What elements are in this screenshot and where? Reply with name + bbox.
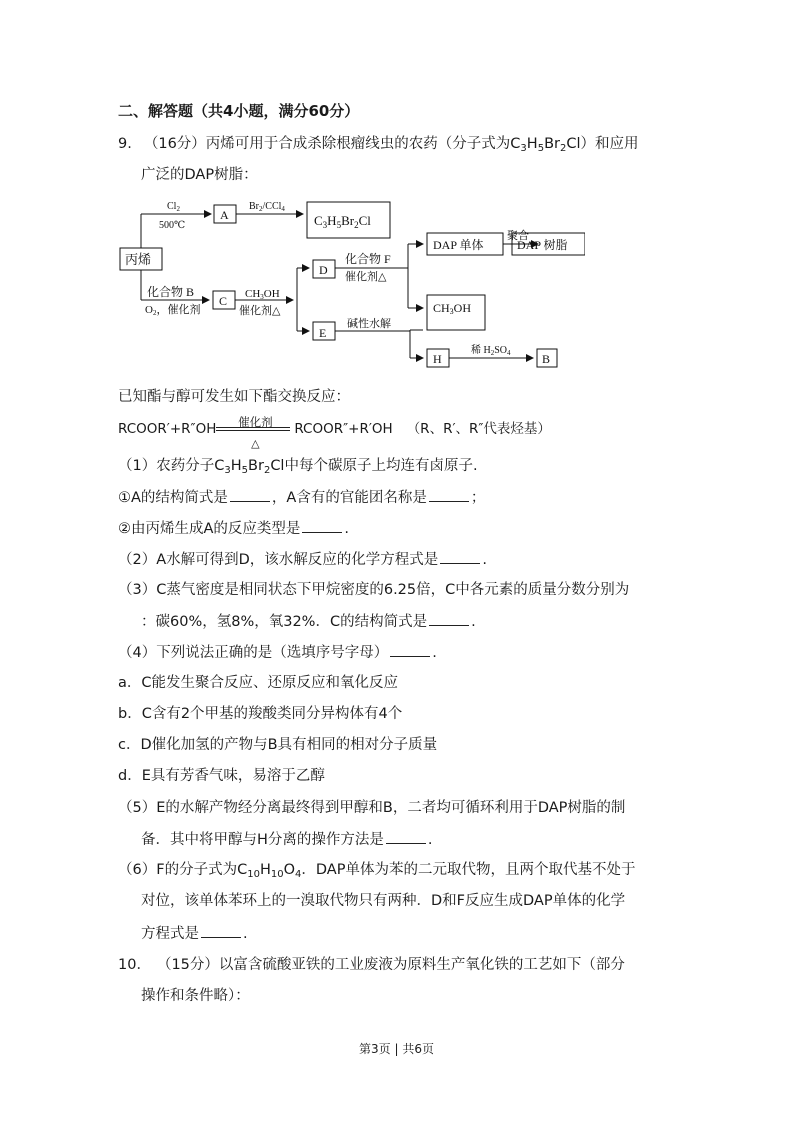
q9-part3-cont: ：碳60%，氢8%，氧32%．C的结构简式是 . [141, 611, 476, 632]
answer-blank[interactable] [440, 549, 480, 564]
label-dap-monomer: DAP 单体 [433, 238, 484, 252]
label-br2-ccl4: $Br_2/CCl_4$ [249, 201, 285, 213]
q9-part6-cont: 对位，该单体苯环上的一溴取代物只有两种．D和F反应生成DAP单体的化学 [141, 893, 626, 909]
label-propene: 丙烯 [125, 252, 152, 267]
answer-blank[interactable] [302, 518, 342, 533]
formula-c3h5br2cl: $C_3H_5Br_2Cl$ [510, 136, 581, 154]
answer-blank[interactable] [201, 923, 241, 938]
q9-part4: （4）下列说法正确的是（选填序号字母） . [118, 642, 437, 663]
option-d: d．E具有芳香气味，易溶于乙醇 [118, 768, 325, 784]
known-text: 已知酯与醇可发生如下酯交换反应： [118, 389, 350, 405]
label-methanol-box: CH3OH [433, 301, 472, 316]
label-cl2: $Cl_2$ [167, 201, 180, 213]
label-c3h5br2cl: $C_3H_5Br_2Cl$ [314, 213, 371, 230]
q9-part1: （1）农药分子$C_3H_5Br_2Cl$中每个碳原子上均连有卤原子. [118, 458, 478, 476]
answer-blank[interactable] [390, 642, 430, 657]
option-b: b．C含有2个甲基的羧酸类同分异构体有4个 [118, 706, 403, 722]
label-E: E [319, 326, 327, 340]
label-cat-heat2: 催化剂△ [345, 271, 387, 283]
answer-blank[interactable] [429, 487, 469, 502]
label-C: C [219, 294, 228, 308]
q9-part6: （6）F的分子式为$C_{10}H_{10}O_4$．DAP单体为苯的二元取代物，且两个取代基不处于 [118, 862, 636, 880]
answer-blank[interactable] [386, 829, 426, 844]
label-dap-resin: DAP 树脂 [517, 238, 568, 252]
formula-c3h5br2cl-2: $C_3H_5Br_2Cl$ [214, 458, 285, 476]
q9-part1-ii: ②由丙烯生成A的反应类型是 . [118, 518, 349, 539]
label-compound-b: 化合物 B [147, 285, 195, 299]
q10-text-cont: 操作和条件略）： [141, 988, 250, 1004]
q9-part6-cont2: 方程式是 . [141, 923, 248, 944]
formula-c10h10o4: $C_{10}H_{10}O_4$ [237, 862, 302, 880]
label-D: D [319, 263, 328, 277]
q9-part1-i: ①A的结构简式是 ，A含有的官能团名称是 ； [118, 487, 485, 508]
q9-number: 9. [118, 136, 132, 152]
synthesis-diagram [115, 196, 585, 376]
q9-heading [118, 134, 639, 154]
option-c: c．D催化加氢的产物与B具有相同的相对分子质量 [118, 737, 438, 753]
q9-part5-cont: 备．其中将甲醇与H分离的操作方法是 . [141, 829, 433, 850]
label-B: B [542, 352, 551, 366]
ester-exchange-reaction: RCOOR′+R″OH 催化剂 △ RCOOR″+R′OH （R、R′、R″代表烃基） [118, 415, 551, 450]
label-ch3oh: CH3OH [245, 288, 280, 301]
label-500c: 500℃ [159, 220, 186, 231]
q9-intro-line2: 广泛的DAP树脂： [141, 167, 258, 183]
label-o2-cat: O2，催化剂 [145, 304, 201, 317]
q9-intro-b: ）和应用 [580, 136, 639, 152]
answer-blank[interactable] [230, 487, 270, 502]
label-dilute-h2so4: 稀 $H_2SO_4$ [471, 345, 511, 357]
q9-part3: （3）C蒸气密度是相同状态下甲烷密度的6.25倍，C中各元素的质量分数分别为 [118, 582, 630, 598]
label-polymerize: 聚合 [507, 230, 529, 242]
q10-heading: 10． （15分）以富含硫酸亚铁的工业废液为原料生产氧化铁的工艺如下（部分 [118, 957, 625, 973]
q9-score: （16分） [143, 136, 206, 152]
label-compound-f: 化合物 F [345, 252, 391, 266]
q9-part2: （2）A水解可得到D，该水解反应的化学方程式是 . [118, 549, 487, 570]
label-base-hydrolysis: 碱性水解 [347, 318, 391, 330]
q9-intro-a: 丙烯可用于合成杀除根瘤线虫的农药（分子式为 [205, 136, 511, 152]
reaction-arrow: 催化剂 △ [216, 418, 294, 440]
answer-blank[interactable] [429, 611, 469, 626]
label-H: H [433, 352, 442, 366]
page-footer: 第3页 | 共6页 [359, 1042, 434, 1056]
label-cat-heat: 催化剂△ [239, 305, 281, 317]
option-a: a．C能发生聚合反应、还原反应和氧化反应 [118, 675, 399, 691]
label-A: A [220, 208, 229, 222]
section-title: 二、解答题（共4小题，满分60分） [118, 102, 360, 120]
q9-part5: （5）E的水解产物经分离最终得到甲醇和B，二者均可循环利用于DAP树脂的制 [118, 800, 626, 816]
